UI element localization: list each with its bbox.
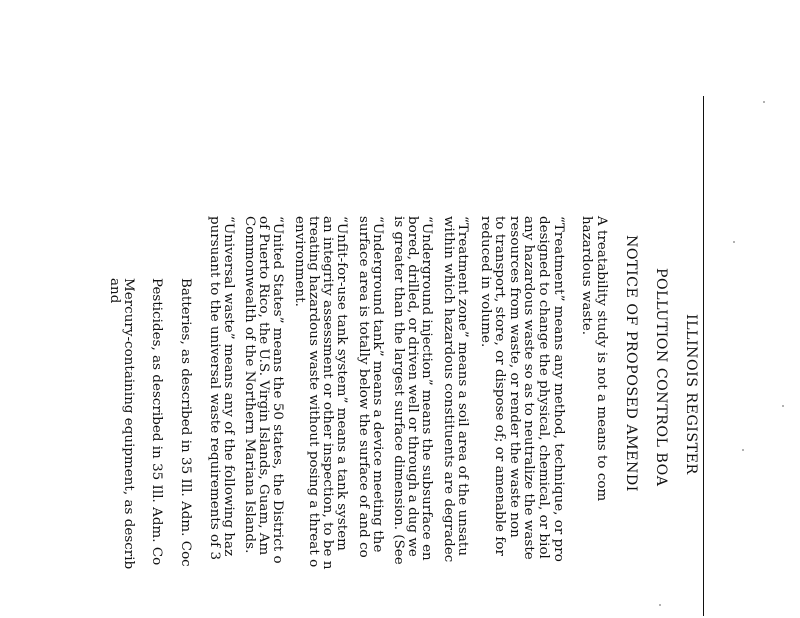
body-line: Commonwealth of the Northern Mariana Islands. xyxy=(242,216,257,554)
body-line: of Puerto Rico, the U.S. Virgin Islands, Guam, Am xyxy=(256,216,271,556)
scan-speck xyxy=(733,241,735,243)
body-line: “Treatment zone” means a soil area of the unsatu xyxy=(455,216,470,556)
body-line: designed to change the physical, chemical, or biol xyxy=(536,216,551,559)
body-line: is greater than the largest surface dimension. (See xyxy=(391,216,406,565)
body-line: “Treatment” means any method, technique, or pro xyxy=(551,216,566,562)
list-item: Pesticides, as described in 35 Ill. Adm. Co xyxy=(149,278,164,566)
scan-speck xyxy=(782,405,784,407)
rotated-text-block xyxy=(0,96,704,618)
register-title: ILLINOIS REGISTER xyxy=(683,314,699,475)
scan-speck xyxy=(763,101,765,103)
body-line: an integrity assessment or other inspection, to be n xyxy=(320,216,335,570)
scan-speck xyxy=(659,604,661,606)
body-line: “Underground injection” means the subsurface en xyxy=(419,216,434,561)
body-line: “United States” means the 50 states, the District o xyxy=(270,216,285,564)
notice-heading: NOTICE OF PROPOSED AMENDI xyxy=(623,235,639,492)
body-line: surface area is totally below the surface of and co xyxy=(356,216,371,558)
body-line: A treatability study is not a means to com xyxy=(594,216,609,502)
body-line: “Universal waste” means any of the following haz xyxy=(221,216,236,557)
body-line: to transport, store, or dispose of; or amenable for xyxy=(492,216,507,556)
body-line: hazardous waste. xyxy=(579,216,594,336)
body-line: reduced in volume. xyxy=(478,216,493,348)
list-item: Mercury-containing equipment, as describ xyxy=(121,278,136,570)
scan-speck xyxy=(742,449,744,451)
body-line: treating hazardous waste without posing a threat o xyxy=(306,216,321,568)
body-line: any hazardous waste so as to neutralize the waste xyxy=(521,216,536,560)
header-rule xyxy=(703,96,704,616)
body-line: environment. xyxy=(292,216,307,307)
body-line: “Unfit-for-use tank system” means a tank system xyxy=(334,216,349,551)
body-line: bored, drilled, or driven well or through a dug we xyxy=(405,216,420,557)
board-name: POLLUTION CONTROL BOA xyxy=(653,268,669,487)
body-line: pursuant to the universal waste requirements of 3 xyxy=(207,216,222,561)
body-line: “Underground tank” means a device meeting the xyxy=(370,216,385,553)
body-line: resources from waste, or render the waste non xyxy=(507,216,522,538)
list-item: Batteries, as described in 35 Ill. Adm. Coc xyxy=(178,278,193,567)
list-item: and xyxy=(107,278,122,304)
body-line: within which hazardous constituents are degradec xyxy=(441,216,456,563)
